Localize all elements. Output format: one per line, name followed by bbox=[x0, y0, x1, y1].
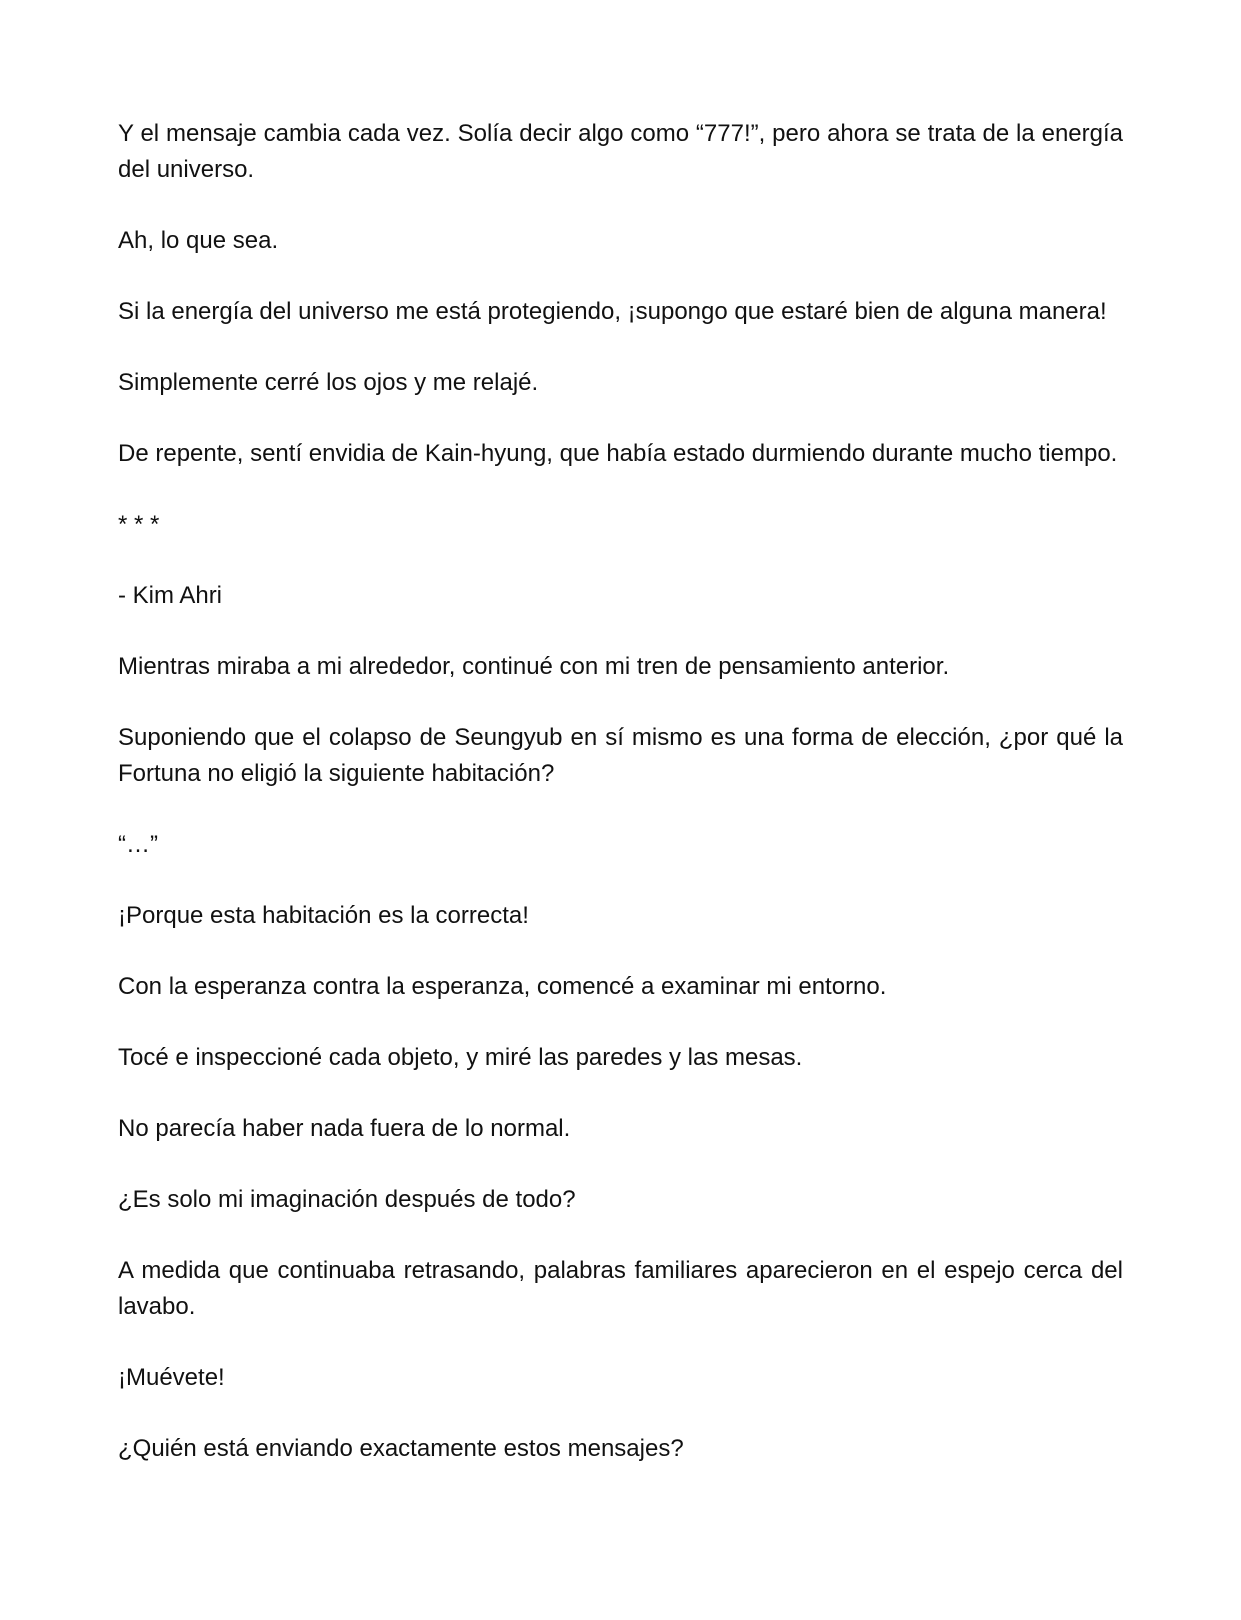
paragraph: Y el mensaje cambia cada vez. Solía decir algo como “777!”, pero ahora se trata de la energía del universo. bbox=[118, 120, 1123, 183]
paragraph: Suponiendo que el colapso de Seungyub en sí mismo es una forma de elección, ¿por qué la Fortuna no eligió la siguiente habitación? bbox=[118, 724, 1123, 787]
paragraph: ¿Quién está enviando exactamente estos mensajes? bbox=[118, 1435, 684, 1462]
paragraph: Mientras miraba a mi alrededor, continué con mi tren de pensamiento anterior. bbox=[118, 653, 950, 680]
paragraph: ¡Porque esta habitación es la correcta! bbox=[118, 902, 529, 929]
scene-break: * * * bbox=[118, 511, 160, 538]
paragraph: Con la esperanza contra la esperanza, comencé a examinar mi entorno. bbox=[118, 973, 887, 1000]
paragraph: A medida que continuaba retrasando, palabras familiares aparecieron en el espejo cerca del lavabo. bbox=[118, 1257, 1123, 1320]
paragraph: No parecía haber nada fuera de lo normal. bbox=[118, 1115, 571, 1142]
paragraph: Tocé e inspeccioné cada objeto, y miré las paredes y las mesas. bbox=[118, 1044, 803, 1071]
paragraph: Ah, lo que sea. bbox=[118, 227, 279, 254]
paragraph: Simplemente cerré los ojos y me relajé. bbox=[118, 369, 539, 396]
document-body bbox=[118, 116, 1123, 1502]
section-heading: - Kim Ahri bbox=[118, 582, 223, 609]
paragraph: Si la energía del universo me está protegiendo, ¡supongo que estaré bien de alguna manera! bbox=[118, 298, 1107, 325]
paragraph: De repente, sentí envidia de Kain-hyung, que había estado durmiendo durante mucho tiempo. bbox=[118, 440, 1118, 467]
paragraph: “…” bbox=[118, 831, 158, 858]
paragraph: ¡Muévete! bbox=[118, 1364, 225, 1391]
paragraph: ¿Es solo mi imaginación después de todo? bbox=[118, 1186, 576, 1213]
